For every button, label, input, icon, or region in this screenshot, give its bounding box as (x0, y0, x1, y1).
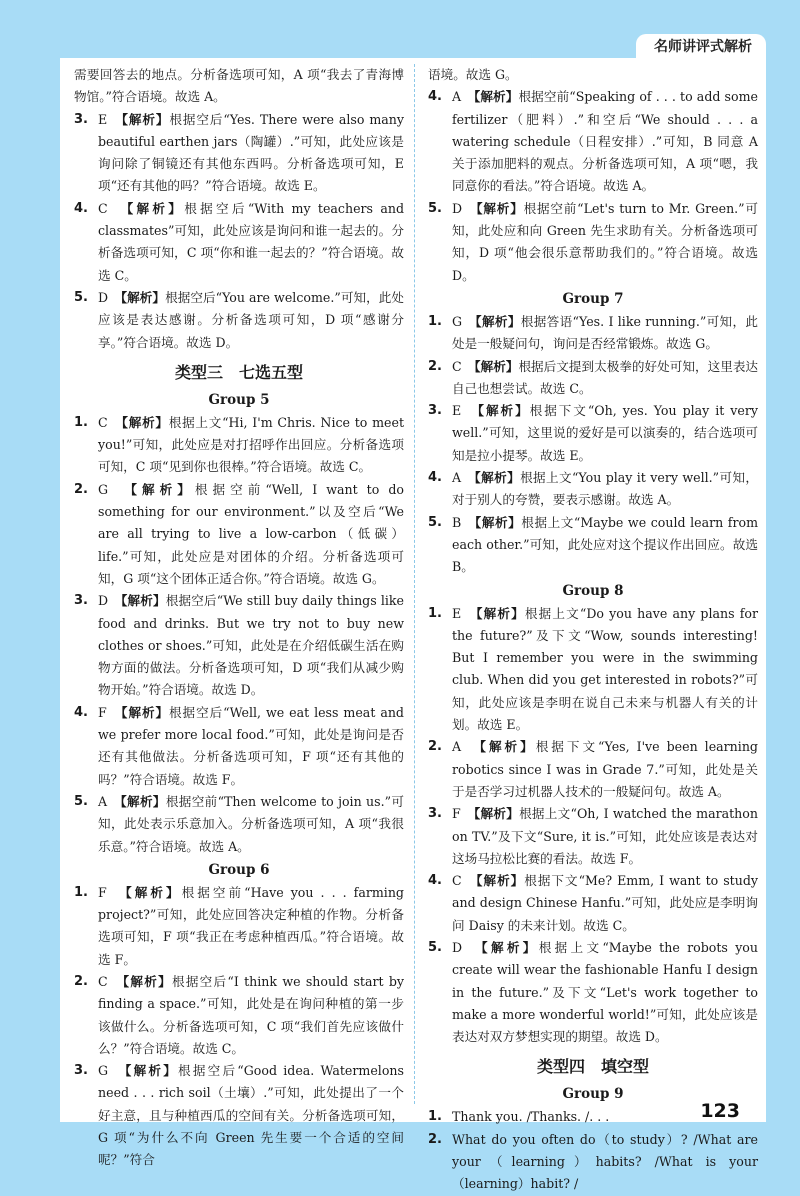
explanation-text: 根据上文“You play it very well.”可知，对于别人的夸赞，要表示感谢。故选 A。 (452, 470, 758, 508)
answer-item (74, 971, 404, 1060)
answer-letter: D (452, 939, 463, 955)
answer-letter: G (98, 1063, 109, 1079)
answer-item (428, 86, 758, 197)
explanation-text: 根据空后“Good idea. Watermelons need . . . rich soil（土壤）.”可知，此处提出了一个好主意，且与种植西瓜的空间有关。分析备选项可知，G 项“为什么不向 Green 先生要一个合适的空间呢？”符合 (98, 1063, 404, 1168)
answer-item (428, 1129, 758, 1196)
item-number: 2. (74, 973, 88, 989)
item-number: 4. (74, 200, 88, 216)
explanation-text: What do you often do（to study）? /What are your（learning）habits? /What is your（learning）habit? / (452, 1131, 758, 1192)
analysis-tag: 【解析】 (130, 481, 195, 497)
answer-letter: C (452, 873, 462, 889)
explanation-text: 根据空后“Well, we eat less meat and we prefer more local food.”可知，此处是询问是否还有其他做法。分析备选项可知，F 项“还有其他的吗？”符合语境。故选 F。 (98, 704, 404, 787)
answer-item (74, 1060, 404, 1171)
answer-item (74, 412, 404, 479)
answer-letter: D (98, 593, 109, 609)
item-number: 1. (428, 605, 442, 621)
analysis-tag: 【解析】 (476, 605, 525, 621)
explanation-text: 根据上文“Maybe we could learn from each other.”可知，此处应对这个提议作出回应。故选 B。 (452, 514, 759, 575)
group-title: Group 8 (562, 582, 624, 599)
explanation-text: 根据空前“Have you . . . farming project?”可知，此处应回答决定种植的作物。分析备选项可知，F 项“我正在考虑种植西瓜。”符合语境。故选 F。 (98, 884, 404, 967)
answer-item (428, 400, 758, 467)
answer-item (428, 467, 758, 512)
answer-item (428, 603, 758, 737)
analysis-tag: 【解析】 (474, 470, 521, 486)
explanation-text: 根据空后“You are welcome.”可知，此处应该是表达感谢。分析备选项可知，D 项“感谢分享。”符合语境。故选 D。 (98, 289, 404, 350)
item-number: 4. (428, 873, 442, 889)
explanation-text: 根据上文“Do you have any plans for the future?”及下文“Wow, sounds interesting! But I remember you were in the swimming club. When did you get interested in robots?”可知，此处应该是李明在说自己未来与机器人有关的计划。故选 E。 (452, 605, 758, 733)
continuation-text: 需要回答去的地点。分析备选项可知，A 项“我去了青海博物馆。”符合语境。故选 A。 (74, 67, 404, 105)
answer-item (428, 736, 758, 803)
answer-letter: D (98, 289, 109, 305)
header-title: 名师讲评式解析 (636, 34, 766, 58)
analysis-tag: 【解析】 (121, 414, 169, 430)
item-number: 5. (74, 793, 88, 809)
answer-letter: A (98, 793, 108, 809)
analysis-tag: 【解析】 (125, 884, 182, 900)
answer-letter: D (452, 200, 463, 216)
explanation-text: 根据上文“Oh, I watched the marathon on TV.”及下文“Sure, it is.”可知，此处应该是表达对这场马拉松比赛的看法。故选 F。 (452, 806, 758, 866)
explanation-text: 根据下文“Yes, I've been learning robotics since I was in Grade 7.”可知，此处是关于是否学习过机器人技术的一般疑问句。故选 A。 (452, 739, 758, 799)
explanation-text: 根据空前“Speaking of . . . to add some fertilizer（肥料）.”和空后“We should . . . a watering schedule（日程安排）.”可知，B 同意 A 关于添加肥料的观点。分析备选项可知，A 项“嗯，我同意你的看法。”符合语境。故选 A。 (452, 89, 758, 194)
answer-letter: F (98, 704, 107, 720)
left-column (74, 64, 404, 1172)
page-number: 123 (700, 1100, 740, 1122)
analysis-tag: 【解析】 (126, 200, 185, 216)
analysis-tag: 【解析】 (125, 1063, 179, 1079)
answer-item (74, 198, 404, 287)
item-number: 2. (428, 739, 442, 755)
answer-letter: C (452, 358, 462, 374)
explanation-text: 根据空后“With my teachers and classmates”可知，此处应该是询问和谁一起去的。分析备选项可知，C 项“你和谁一起去的？”符合语境。故选 C。 (98, 200, 405, 283)
answer-letter: A (452, 89, 462, 105)
explanation-text: 根据下文“Oh, yes. You play it very well.”可知，这里说的爱好是可以演奏的，结合选项可知是拉小提琴。故选 E。 (452, 403, 759, 463)
analysis-tag: 【解析】 (122, 973, 172, 989)
item-number: 2. (428, 358, 442, 374)
answer-letter: B (452, 514, 462, 530)
answer-letter: G (98, 481, 109, 497)
answer-item (74, 791, 404, 858)
answer-letter: F (452, 806, 461, 822)
column-divider (414, 64, 415, 1104)
item-number: 3. (74, 111, 88, 127)
answer-letter: C (98, 414, 108, 430)
explanation-text: 根据空前“Let's turn to Mr. Green.”可知，此处应和向 Green 先生求助有关。分析备选项可知，D 项“他会很乐意帮助我们的。”符合语境。故选 D。 (452, 200, 759, 283)
explanation-text: 根据空后“We still buy daily things like food and drinks. But we try not to buy new clothes or shoes.”可知，此处是在介绍低碳生活在购物方面的做法。分析备选项可知，D 项“我们从减少购物开始。”符合语境。故选 D。 (98, 593, 405, 698)
item-number: 4. (428, 470, 442, 486)
section-title: 类型三 七选五型 (174, 362, 303, 382)
answer-item (74, 109, 404, 198)
section-title: 类型四 填空型 (536, 1057, 649, 1077)
analysis-tag: 【解析】 (121, 111, 170, 127)
analysis-tag: 【解析】 (481, 939, 539, 955)
explanation-text: 根据空前“Then welcome to join us.”可知，此处表示乐意加入。分析备选项可知，A 项“我很乐意。”符合语境。故选 A。 (98, 793, 404, 854)
answer-item (428, 198, 758, 287)
explanation-text: 根据下文“Me? Emm, I want to study and design Chinese Hanfu.”可知，此处应是李明询问 Daisy 的未来计划。故选 C。 (452, 873, 759, 933)
item-number: 3. (428, 403, 442, 419)
answer-letter: E (452, 403, 462, 419)
item-number: 1. (428, 1109, 442, 1125)
analysis-tag: 【解析】 (477, 403, 530, 419)
answer-letter: F (98, 884, 107, 900)
answer-item (428, 937, 758, 1048)
item-number: 3. (74, 1063, 88, 1079)
explanation-text: Thank you. /Thanks. /. . . (452, 1109, 610, 1125)
answer-item (74, 882, 404, 971)
item-number: 5. (74, 289, 88, 305)
item-number: 5. (428, 200, 442, 216)
analysis-tag: 【解析】 (475, 313, 521, 329)
group-title: Group 6 (208, 861, 270, 878)
item-number: 2. (74, 481, 88, 497)
analysis-tag: 【解析】 (473, 89, 519, 105)
item-number: 3. (74, 593, 88, 609)
group-title: Group 9 (562, 1086, 624, 1103)
analysis-tag: 【解析】 (121, 593, 166, 609)
analysis-tag: 【解析】 (121, 704, 170, 720)
analysis-tag: 【解析】 (474, 514, 522, 530)
answer-letter: C (98, 973, 108, 989)
group-title: Group 7 (562, 290, 624, 307)
analysis-tag: 【解析】 (120, 793, 166, 809)
answer-item (74, 287, 404, 354)
answer-item (74, 702, 404, 791)
item-number: 4. (428, 89, 442, 105)
item-number: 5. (428, 939, 442, 955)
group-title: Group 5 (208, 391, 270, 408)
item-number: 4. (74, 704, 88, 720)
right-column (428, 64, 758, 1196)
analysis-tag: 【解析】 (476, 873, 525, 889)
answer-item (428, 803, 758, 870)
item-number: 2. (428, 1131, 442, 1147)
explanation-text: 根据上文“Hi, I'm Chris. Nice to meet you!”可知，此处应是对打招呼作出回应。分析备选项可知，C 项“见到你也很棒。”符合语境。故选 C。 (98, 414, 405, 475)
analysis-tag: 【解析】 (474, 358, 519, 374)
item-number: 3. (428, 806, 442, 822)
continuation-text: 语境。故选 G。 (428, 67, 518, 82)
page (60, 58, 766, 1192)
item-number: 1. (74, 414, 88, 430)
answer-letter: C (98, 200, 108, 216)
explanation-text: 根据上文“Maybe the robots you create will wear the fashionable Hanfu I design in the future.”及下文“Let's work together to make a more wonderful world!”可知，此处应该是表达对双方梦想实现的期望。故选 D。 (452, 939, 758, 1045)
answer-item (428, 512, 758, 579)
answer-letter: E (452, 605, 462, 621)
item-number: 1. (428, 313, 442, 329)
explanation-text: 根据后文提到太极拳的好处可知，这里表达自己也想尝试。故选 C。 (452, 358, 759, 396)
explanation-text: 根据空后“Yes. There were also many beautiful earthen jars（陶罐）.”可知，此处应该是询问除了铜镜还有其他东西吗。分析备选项可知，E 项“还有其他的吗？”符合语境。故选 E。 (98, 111, 404, 194)
explanation-text: 根据空前“Well, I want to do something for our environment.”以及空后“We are all trying to live a low-carbon（低碳）life.”可知，此处应是对团体的介绍。分析备选项可知，G 项“这个团体正适合你。”符合语境。故选 G。 (98, 481, 404, 586)
answer-item (428, 356, 758, 401)
answer-letter: A (452, 739, 462, 755)
answer-item (428, 870, 758, 937)
analysis-tag: 【解析】 (473, 806, 520, 822)
answer-item (428, 311, 758, 356)
explanation-text: 根据空后“I think we should start by finding a space.”可知，此处是在询问种植的第一步该做什么。分析备选项可知，C 项“我们首先应该做什么？”符合语境。故选 C。 (98, 973, 405, 1056)
analysis-tag: 【解析】 (476, 200, 524, 216)
answer-item (74, 590, 404, 701)
answer-letter: G (452, 313, 463, 329)
analysis-tag: 【解析】 (120, 289, 166, 305)
item-number: 1. (74, 884, 88, 900)
explanation-text: 根据答语“Yes. I like running.”可知，此处是一般疑问句，询问是否经常锻炼。故选 G。 (452, 313, 759, 352)
analysis-tag: 【解析】 (479, 739, 536, 755)
item-number: 5. (428, 514, 442, 530)
answer-item (74, 479, 404, 590)
answer-letter: E (98, 111, 108, 127)
answer-letter: A (452, 470, 462, 486)
